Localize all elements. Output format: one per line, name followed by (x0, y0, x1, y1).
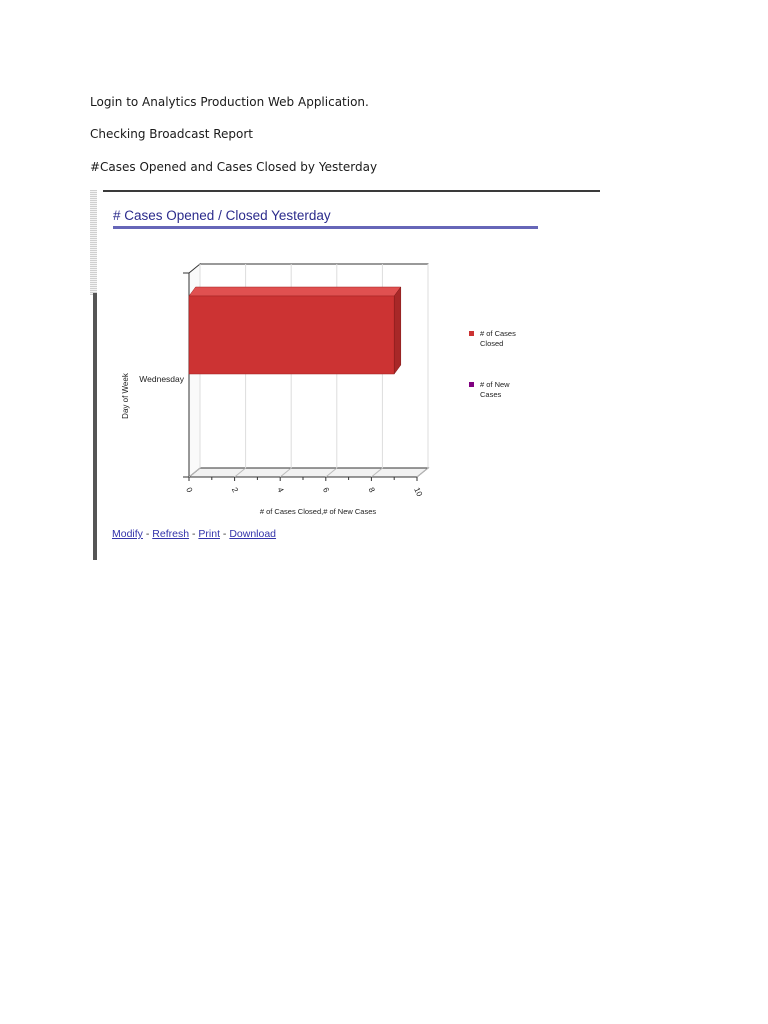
y-axis-label: Day of Week (121, 373, 130, 419)
legend-label: # of Cases (480, 329, 516, 338)
report-links (112, 528, 276, 540)
legend-label: Closed (480, 339, 504, 348)
category-label: Wednesday (139, 374, 184, 384)
bar-chart (90, 190, 602, 525)
legend-swatch (469, 331, 474, 336)
modify-link[interactable]: Modify (112, 528, 143, 540)
instruction-cases-heading: #Cases Opened and Cases Closed by Yesterday (90, 160, 378, 174)
link-separator: - (191, 528, 196, 540)
legend-label: Cases (480, 390, 502, 399)
link-separator: - (222, 528, 227, 540)
x-tick-label: 6 (320, 486, 332, 494)
bar-cases-closed (189, 296, 394, 374)
x-tick-label: 8 (366, 486, 377, 494)
bar-side-cases-closed (394, 287, 401, 374)
x-tick-label: 0 (184, 486, 195, 494)
x-tick-label: 4 (275, 486, 286, 494)
instruction-check-report: Checking Broadcast Report (90, 127, 254, 141)
link-separator: - (145, 528, 150, 540)
x-axis-label: # of Cases Closed,# of New Cases (259, 507, 377, 516)
x-tick-label: 10 (412, 486, 425, 498)
x-tick-label: 2 (229, 486, 240, 494)
print-link[interactable]: Print (198, 528, 220, 540)
plot-floor (189, 468, 428, 477)
refresh-link[interactable]: Refresh (152, 528, 190, 540)
report-panel (90, 190, 602, 560)
report-title: # Cases Opened / Closed Yesterday (113, 208, 331, 223)
legend-label: # of New (480, 380, 510, 389)
bar-top-cases-closed (189, 287, 401, 296)
instruction-login: Login to Analytics Production Web Application. (90, 95, 369, 109)
legend-swatch (469, 382, 474, 387)
download-link[interactable]: Download (229, 528, 277, 540)
